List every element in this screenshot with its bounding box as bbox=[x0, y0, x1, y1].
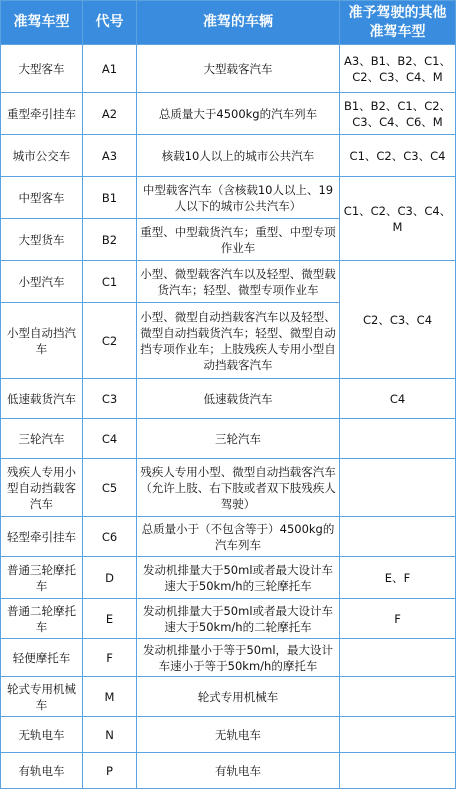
cell-vehicle: 发动机排量大于50ml或者最大设计车速大于50km/h的二轮摩托车 bbox=[137, 599, 340, 639]
cell-vehicle: 低速载货汽车 bbox=[137, 379, 340, 419]
cell-code: A2 bbox=[83, 93, 137, 135]
cell-type: 有轨电车 bbox=[1, 753, 83, 789]
cell-code: C5 bbox=[83, 459, 137, 517]
cell-type: 轻便摩托车 bbox=[1, 639, 83, 677]
cell-other bbox=[340, 639, 456, 677]
cell-type: 轻型牵引挂车 bbox=[1, 517, 83, 557]
table-row bbox=[1, 677, 456, 717]
cell-vehicle: 无轨电车 bbox=[137, 717, 340, 753]
cell-code: B1 bbox=[83, 177, 137, 219]
cell-code: D bbox=[83, 557, 137, 599]
cell-code: P bbox=[83, 753, 137, 789]
cell-vehicle: 小型、微型自动挡载客汽车以及轻型、微型自动挡载货汽车；轻型、微型自动挡专项作业车；上肢残疾人专用小型自动挡载客汽车 bbox=[137, 303, 340, 379]
cell-type: 低速载货汽车 bbox=[1, 379, 83, 419]
cell-type: 普通二轮摩托车 bbox=[1, 599, 83, 639]
cell-code: C1 bbox=[83, 261, 137, 303]
table-row bbox=[1, 45, 456, 93]
cell-type: 城市公交车 bbox=[1, 135, 83, 177]
cell-other bbox=[340, 419, 456, 459]
cell-other: F bbox=[340, 599, 456, 639]
cell-vehicle: 重型、中型载货汽车；重型、中型专项作业车 bbox=[137, 219, 340, 261]
cell-other: B1、B2、C1、C2、C3、C4、C6、M bbox=[340, 93, 456, 135]
cell-other: C4 bbox=[340, 379, 456, 419]
table-row bbox=[1, 717, 456, 753]
header-vehicle: 准驾的车辆 bbox=[137, 1, 340, 45]
cell-other: C2、C3、C4 bbox=[340, 261, 456, 379]
cell-code: E bbox=[83, 599, 137, 639]
cell-vehicle: 总质量小于（不包含等于）4500kg的汽车列车 bbox=[137, 517, 340, 557]
cell-type: 三轮汽车 bbox=[1, 419, 83, 459]
cell-other: C1、C2、C3、C4 bbox=[340, 135, 456, 177]
cell-type: 残疾人专用小型自动挡载客汽车 bbox=[1, 459, 83, 517]
cell-code: C2 bbox=[83, 303, 137, 379]
table-row bbox=[1, 753, 456, 789]
table-row bbox=[1, 177, 456, 219]
table-row bbox=[1, 639, 456, 677]
cell-other bbox=[340, 753, 456, 789]
cell-vehicle: 轮式专用机械车 bbox=[137, 677, 340, 717]
table-row bbox=[1, 261, 456, 303]
cell-vehicle: 三轮汽车 bbox=[137, 419, 340, 459]
cell-vehicle: 核载10人以上的城市公共汽车 bbox=[137, 135, 340, 177]
table-row bbox=[1, 517, 456, 557]
cell-code: B2 bbox=[83, 219, 137, 261]
cell-type: 无轨电车 bbox=[1, 717, 83, 753]
table-row bbox=[1, 93, 456, 135]
cell-code: C6 bbox=[83, 517, 137, 557]
cell-type: 普通三轮摩托车 bbox=[1, 557, 83, 599]
cell-vehicle: 残疾人专用小型、微型自动挡载客汽车（允许上肢、右下肢或者双下肢残疾人驾驶） bbox=[137, 459, 340, 517]
cell-other: E、F bbox=[340, 557, 456, 599]
table-row bbox=[1, 379, 456, 419]
cell-other bbox=[340, 517, 456, 557]
cell-type: 小型自动挡汽车 bbox=[1, 303, 83, 379]
cell-type: 轮式专用机械车 bbox=[1, 677, 83, 717]
cell-type: 小型汽车 bbox=[1, 261, 83, 303]
cell-code: A3 bbox=[83, 135, 137, 177]
cell-other: C1、C2、C3、C4、M bbox=[340, 177, 456, 261]
cell-type: 中型客车 bbox=[1, 177, 83, 219]
cell-other: A3、B1、B2、C1、C2、C3、C4、M bbox=[340, 45, 456, 93]
cell-vehicle: 大型载客汽车 bbox=[137, 45, 340, 93]
table-row bbox=[1, 599, 456, 639]
cell-code: M bbox=[83, 677, 137, 717]
cell-other bbox=[340, 459, 456, 517]
cell-code: F bbox=[83, 639, 137, 677]
table-row bbox=[1, 419, 456, 459]
table-row bbox=[1, 557, 456, 599]
cell-vehicle: 小型、微型载客汽车以及轻型、微型载货汽车；轻型、微型专项作业车 bbox=[137, 261, 340, 303]
cell-vehicle: 总质量大于4500kg的汽车列车 bbox=[137, 93, 340, 135]
header-other: 准予驾驶的其他准驾车型 bbox=[340, 1, 456, 45]
cell-vehicle: 有轨电车 bbox=[137, 753, 340, 789]
table-row bbox=[1, 135, 456, 177]
cell-other bbox=[340, 677, 456, 717]
cell-type: 大型客车 bbox=[1, 45, 83, 93]
cell-vehicle: 发动机排量大于50ml或者最大设计车速大于50km/h的三轮摩托车 bbox=[137, 557, 340, 599]
header-type: 准驾车型 bbox=[1, 1, 83, 45]
cell-type: 重型牵引挂车 bbox=[1, 93, 83, 135]
table-row bbox=[1, 459, 456, 517]
cell-vehicle: 中型载客汽车（含核载10人以上、19人以下的城市公共汽车） bbox=[137, 177, 340, 219]
header-code: 代号 bbox=[83, 1, 137, 45]
cell-type: 大型货车 bbox=[1, 219, 83, 261]
cell-code: A1 bbox=[83, 45, 137, 93]
cell-other bbox=[340, 717, 456, 753]
cell-code: N bbox=[83, 717, 137, 753]
cell-code: C3 bbox=[83, 379, 137, 419]
cell-code: C4 bbox=[83, 419, 137, 459]
table-header-row bbox=[1, 1, 456, 45]
cell-vehicle: 发动机排量小于等于50ml，最大设计车速小于等于50km/h的摩托车 bbox=[137, 639, 340, 677]
